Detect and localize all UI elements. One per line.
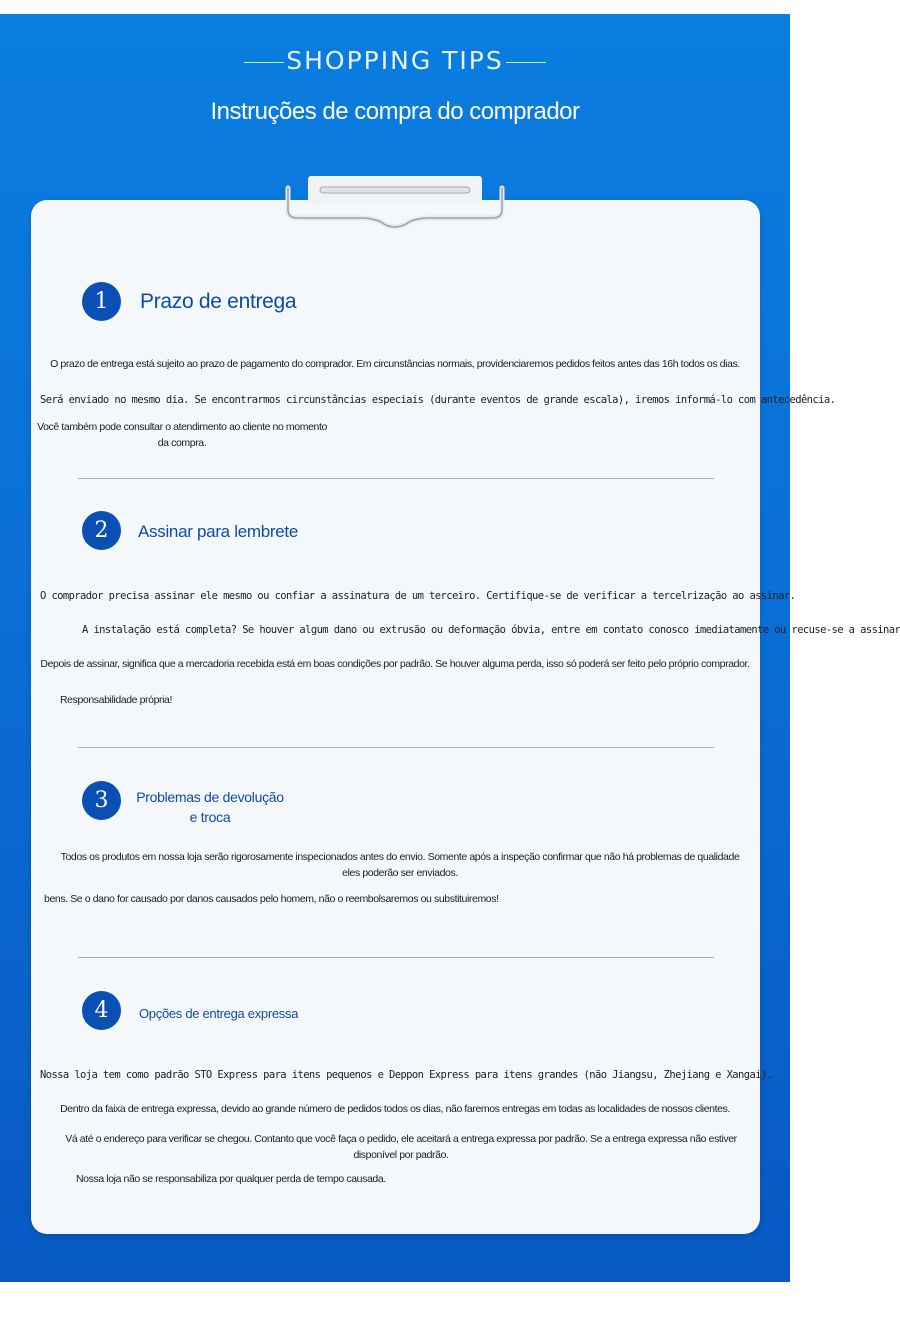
heading-dash-left [244,62,284,63]
section-4-number-badge: 4 [82,991,121,1030]
section-1-paragraph-1: O prazo de entrega está sujeito ao prazo de pagamento do comprador. Em circunstâncias normais, providenciaremos pedidos feitos antes das 16h todos os dias. [50,358,740,370]
section-3-title: Problemas de devolução e troca [136,789,284,825]
section-divider-2 [78,747,714,748]
section-3-number-badge: 3 [82,781,121,820]
section-2-number-badge: 2 [82,511,121,550]
section-4-title: Opções de entrega expressa [139,1006,299,1021]
shopping-tips-heading [0,46,790,75]
section-divider-3 [78,957,714,958]
section-4-paragraph-1: Nossa loja tem como padrão STO Express para itens pequenos e Deppon Express para itens grandes (não Jiangsu, Zhejiang e Xangai). [40,1069,773,1081]
heading-dash-right [506,62,546,63]
section-2-paragraph-2: A instalação está completa? Se houver algum dano ou extrusão ou deformação óbvia, entre em contato conosco imediatamente ou recuse-se a assinar [82,624,900,636]
section-3-paragraph-2: bens. Se o dano for causado por danos causados ​​pelo homem, não o reembolsaremos ou substituiremos! [44,893,499,905]
section-1-title: Prazo de entrega [140,290,297,313]
section-4-paragraph-2: Dentro da faixa de entrega expressa, devido ao grande número de pedidos todos os dias, não faremos entregas em todas as localidades de nossos clientes. [60,1103,730,1115]
section-2-paragraph-4: Responsabilidade própria! [60,694,172,706]
section-1-paragraph-3: Você também pode consultar o atendimento ao cliente no momento da compra. [37,421,327,449]
section-4-paragraph-4: Nossa loja não se responsabiliza por qualquer perda de tempo causada. [76,1173,386,1185]
section-divider-1 [78,478,714,479]
clipboard-clip-icon [280,180,510,236]
section-1-number-badge: 1 [82,282,121,321]
section-2-paragraph-1: O comprador precisa assinar ele mesmo ou confiar a assinatura de um terceiro. Certifique-se de verificar a tercelrização ao assinar. [40,590,796,602]
section-2-title: Assinar para lembrete [138,522,298,541]
shopping-tips-label: SHOPPING TIPS [286,46,504,75]
page-title: Instruções de compra do comprador [210,98,580,125]
section-2-paragraph-3: Depois de assinar, significa que a mercadoria recebida está em boas condições por padrão. Se houver alguma perda, isso só poderá ser feito pelo próprio comprador. [40,658,750,670]
section-1-paragraph-2: Será enviado no mesmo dia. Se encontrarmos circunstâncias especiais (durante eventos de grande escala), iremos informá-lo com antecedência. [40,394,836,406]
section-4-paragraph-3: Vá até o endereço para verificar se chegou. Contanto que você faça o pedido, ele aceitará a entrega expressa por padrão. Se a entrega expressa não estiver disponível por padrão. [65,1133,737,1161]
section-3-paragraph-1: Todos os produtos em nossa loja serão rigorosamente inspecionados antes do envio. Somente após a inspeção confirmar que não há problemas de qualidade eles poderão ser enviados. [60,851,740,879]
